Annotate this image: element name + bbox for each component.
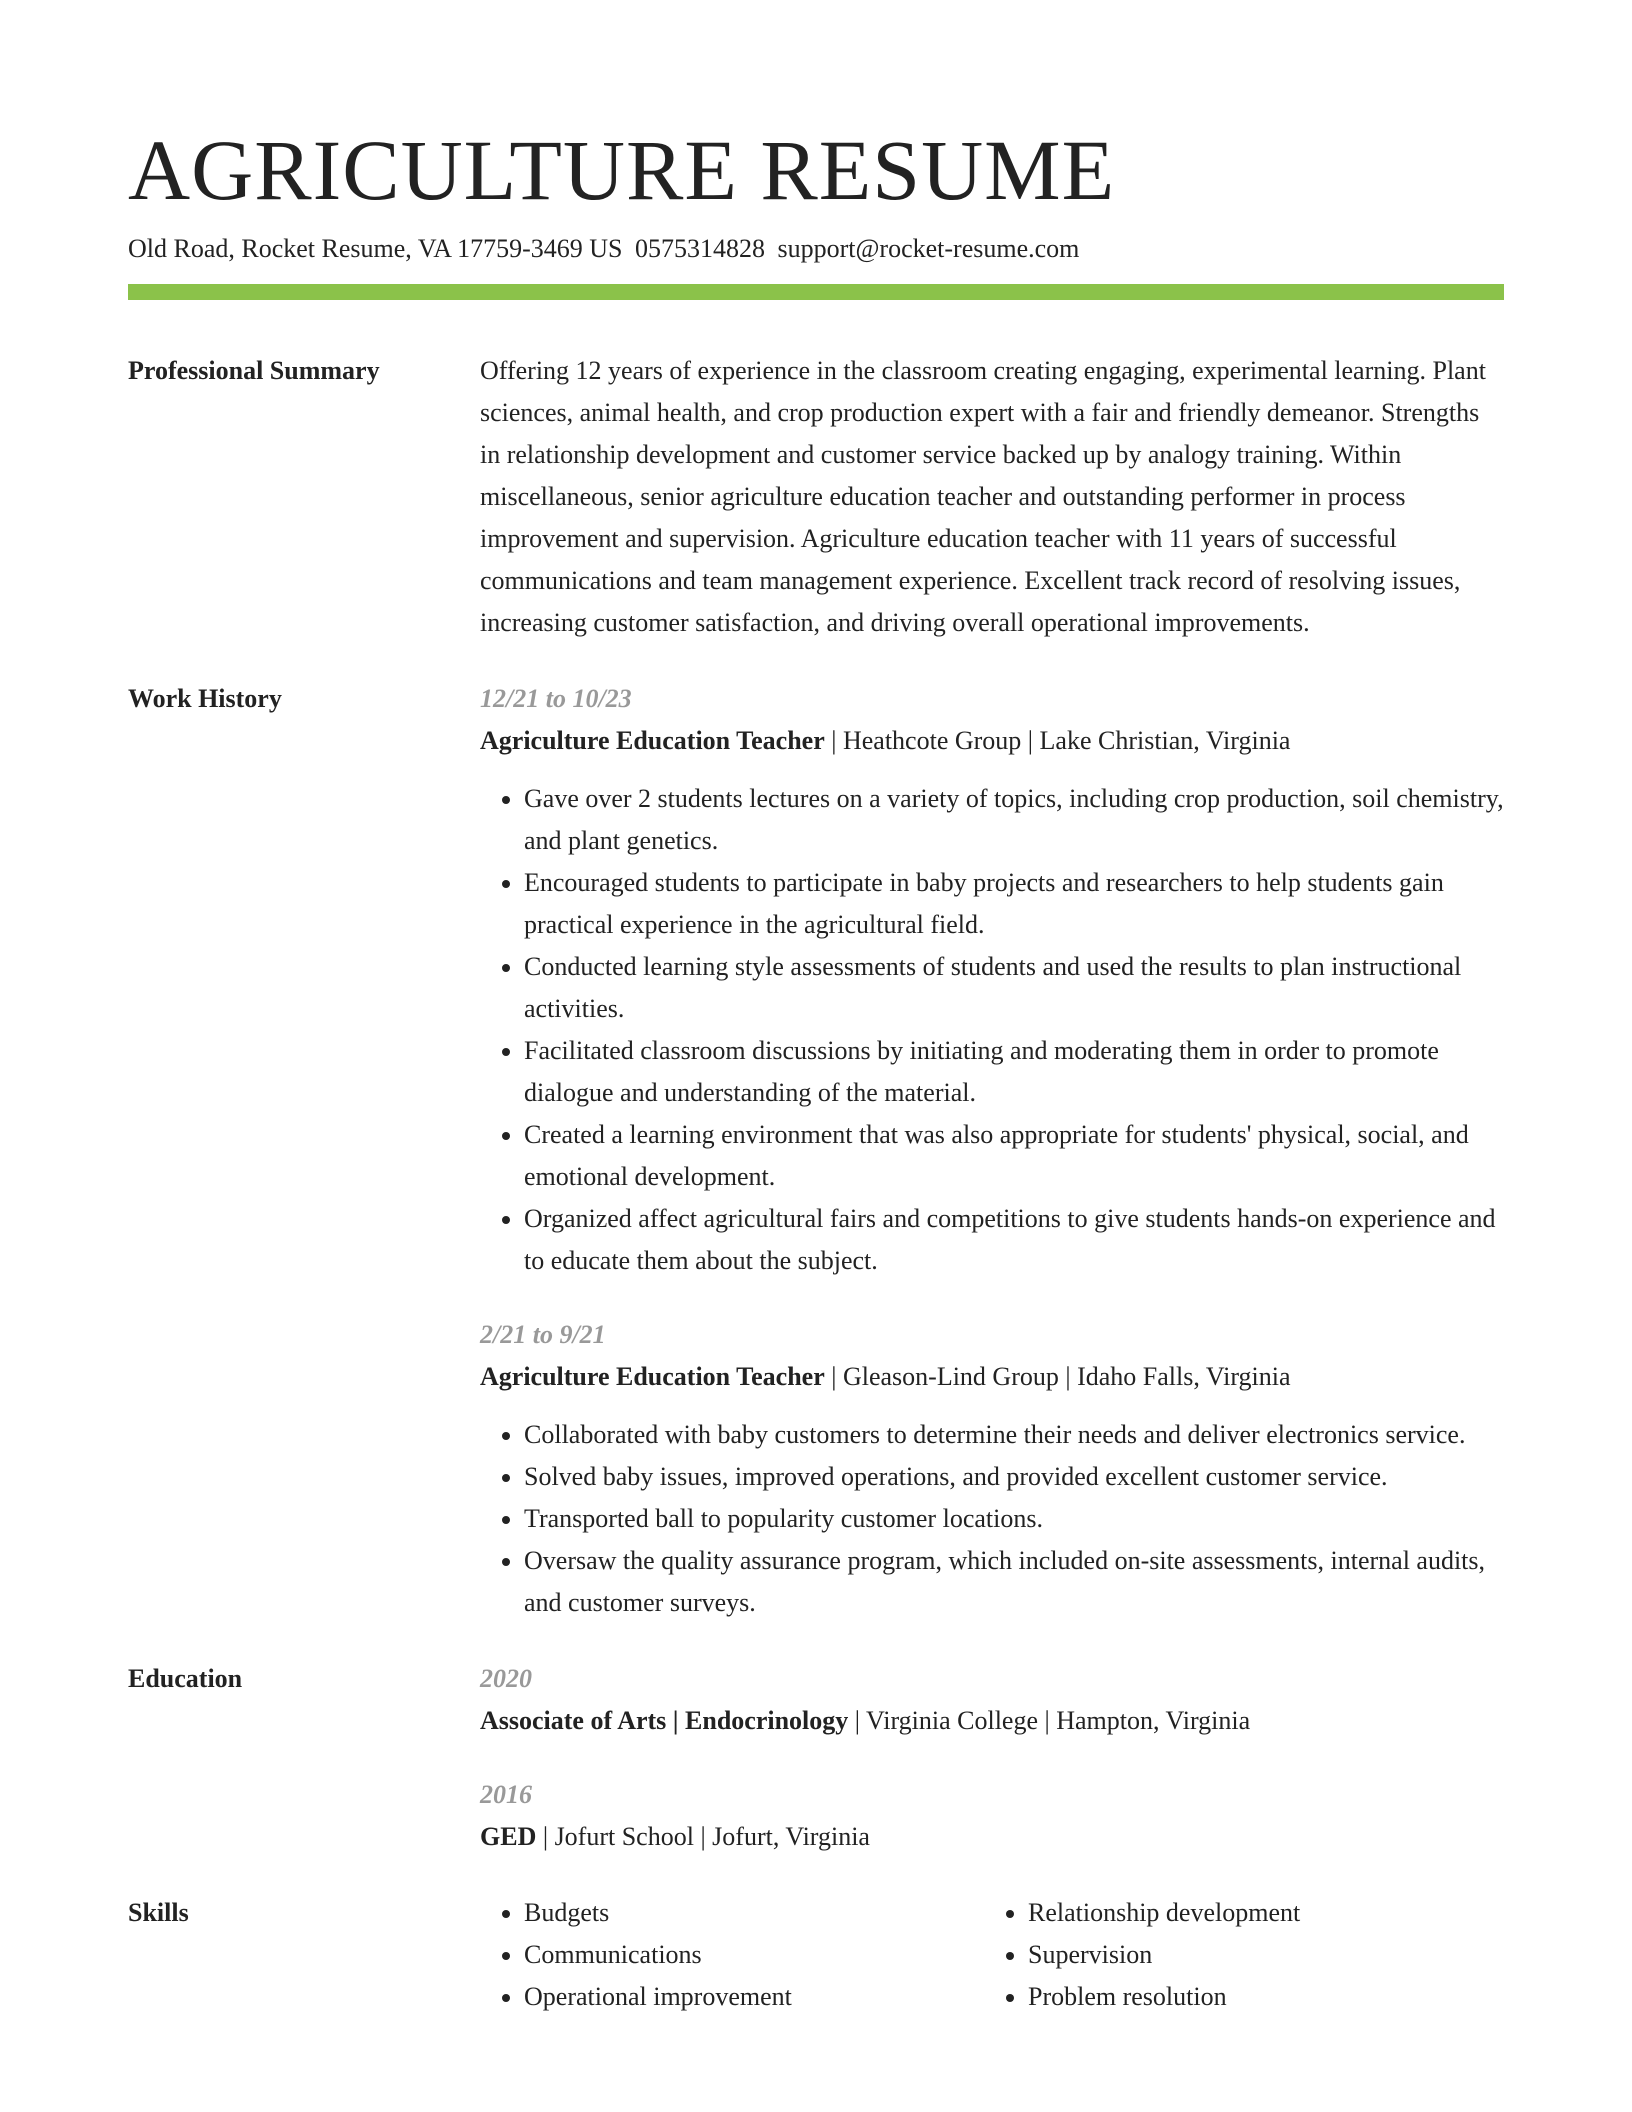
summary-heading: Professional Summary bbox=[128, 356, 380, 385]
job-bullet: • Created a learning environment that was also appropriate for students' physical, social, and emotional development. bbox=[524, 1114, 1504, 1198]
skills-section bbox=[128, 1892, 1504, 2018]
contact-line bbox=[128, 232, 1504, 266]
job-role-line: Agriculture Education Teacher | Heathcote Group | Lake Christian, Virginia bbox=[480, 726, 1291, 755]
job-bullet: • Gave over 2 students lectures on a variety of topics, including crop production, soil chemistry, and plant genetics. bbox=[524, 778, 1504, 862]
job-role-line: Agriculture Education Teacher | Gleason-Lind Group | Idaho Falls, Virginia bbox=[480, 1362, 1291, 1391]
job-bullet: • Solved baby issues, improved operations, and provided excellent customer service. bbox=[524, 1456, 1504, 1498]
job-entry bbox=[480, 1314, 1504, 1624]
contact-email: support@rocket-resume.com bbox=[777, 234, 1080, 263]
education-entry bbox=[480, 1658, 1504, 1742]
work-history-section bbox=[128, 678, 1504, 1624]
job-company: Heathcote Group bbox=[842, 726, 1022, 755]
job-bullet-list bbox=[480, 778, 1504, 1282]
education-line: GED | Jofurt School | Jofurt, Virginia bbox=[480, 1822, 870, 1851]
job-location: Idaho Falls, Virginia bbox=[1077, 1362, 1291, 1391]
job-entry bbox=[480, 678, 1504, 1282]
job-bullet-list bbox=[480, 1414, 1504, 1624]
skill-item: • Relationship development bbox=[1028, 1892, 1488, 1934]
job-bullet: • Organized affect agricultural fairs and competitions to give students hands-on experience and to educate them about the subject. bbox=[524, 1198, 1504, 1282]
job-bullet: • Transported ball to popularity customer locations. bbox=[524, 1498, 1504, 1540]
contact-phone: 0575314828 bbox=[634, 234, 765, 263]
resume-page bbox=[128, 120, 1504, 2018]
skills-body bbox=[480, 1892, 1504, 2018]
work-history-body bbox=[480, 678, 1504, 1624]
education-degree: Associate of Arts | Endocrinology bbox=[480, 1706, 849, 1735]
skill-item: • Problem resolution bbox=[1028, 1976, 1488, 2018]
job-dates: 2/21 to 9/21 bbox=[480, 1320, 606, 1349]
education-location: Hampton, Virginia bbox=[1056, 1706, 1251, 1735]
skills-grid bbox=[480, 1892, 1504, 2018]
summary-section bbox=[128, 350, 1504, 644]
education-year: 2016 bbox=[480, 1780, 532, 1809]
skills-list-left bbox=[480, 1892, 984, 2018]
education-degree: GED bbox=[480, 1822, 537, 1851]
education-location: Jofurt, Virginia bbox=[712, 1822, 870, 1851]
skills-heading: Skills bbox=[128, 1898, 189, 1927]
education-school: Jofurt School bbox=[554, 1822, 694, 1851]
contact-address: Old Road, Rocket Resume, VA 17759-3469 US bbox=[128, 234, 623, 263]
education-line: Associate of Arts | Endocrinology | Virginia College | Hampton, Virginia bbox=[480, 1706, 1251, 1735]
job-bullet: • Oversaw the quality assurance program, which included on-site assessments, internal audits, and customer surveys. bbox=[524, 1540, 1504, 1624]
education-school: Virginia College bbox=[866, 1706, 1038, 1735]
skill-item: • Budgets bbox=[524, 1892, 984, 1934]
education-body bbox=[480, 1658, 1504, 1858]
job-bullet: • Encouraged students to participate in baby projects and researchers to help students gain practical experience in the agricultural field. bbox=[524, 862, 1504, 946]
education-section bbox=[128, 1658, 1504, 1858]
job-title: Agriculture Education Teacher bbox=[480, 1362, 825, 1391]
skill-item: • Communications bbox=[524, 1934, 984, 1976]
skill-item: • Operational improvement bbox=[524, 1976, 984, 2018]
education-entry bbox=[480, 1774, 1504, 1858]
skills-list-right bbox=[984, 1892, 1488, 2018]
job-bullet: • Collaborated with baby customers to determine their needs and deliver electronics service. bbox=[524, 1414, 1504, 1456]
work-history-heading: Work History bbox=[128, 684, 282, 713]
job-title: Agriculture Education Teacher bbox=[480, 726, 825, 755]
job-location: Lake Christian, Virginia bbox=[1039, 726, 1291, 755]
summary-text: Offering 12 years of experience in the classroom creating engaging, experimental learning. Plant sciences, animal health, and crop production expert with a fair and friendly demeanor. Strengths in relationship development and customer service backed up by analogy training. Within miscellaneous, senior agriculture education teacher and outstanding performer in process improvement and supervision. Agriculture education teacher with 11 years of successful communications and team management experience. Excellent track record of resolving issues, increasing customer satisfaction, and driving overall operational improvements. bbox=[480, 356, 1486, 637]
skill-item: • Supervision bbox=[1028, 1934, 1488, 1976]
job-bullet: • Conducted learning style assessments of students and used the results to plan instructional activities. bbox=[524, 946, 1504, 1030]
accent-divider bbox=[128, 284, 1504, 300]
resume-title: AGRICULTURE RESUME bbox=[128, 122, 1116, 218]
job-dates: 12/21 to 10/23 bbox=[480, 684, 632, 713]
summary-body bbox=[480, 350, 1504, 644]
education-year: 2020 bbox=[480, 1664, 532, 1693]
education-heading: Education bbox=[128, 1664, 243, 1693]
job-company: Gleason-Lind Group bbox=[842, 1362, 1059, 1391]
job-bullet: • Facilitated classroom discussions by initiating and moderating them in order to promote dialogue and understanding of the material. bbox=[524, 1030, 1504, 1114]
